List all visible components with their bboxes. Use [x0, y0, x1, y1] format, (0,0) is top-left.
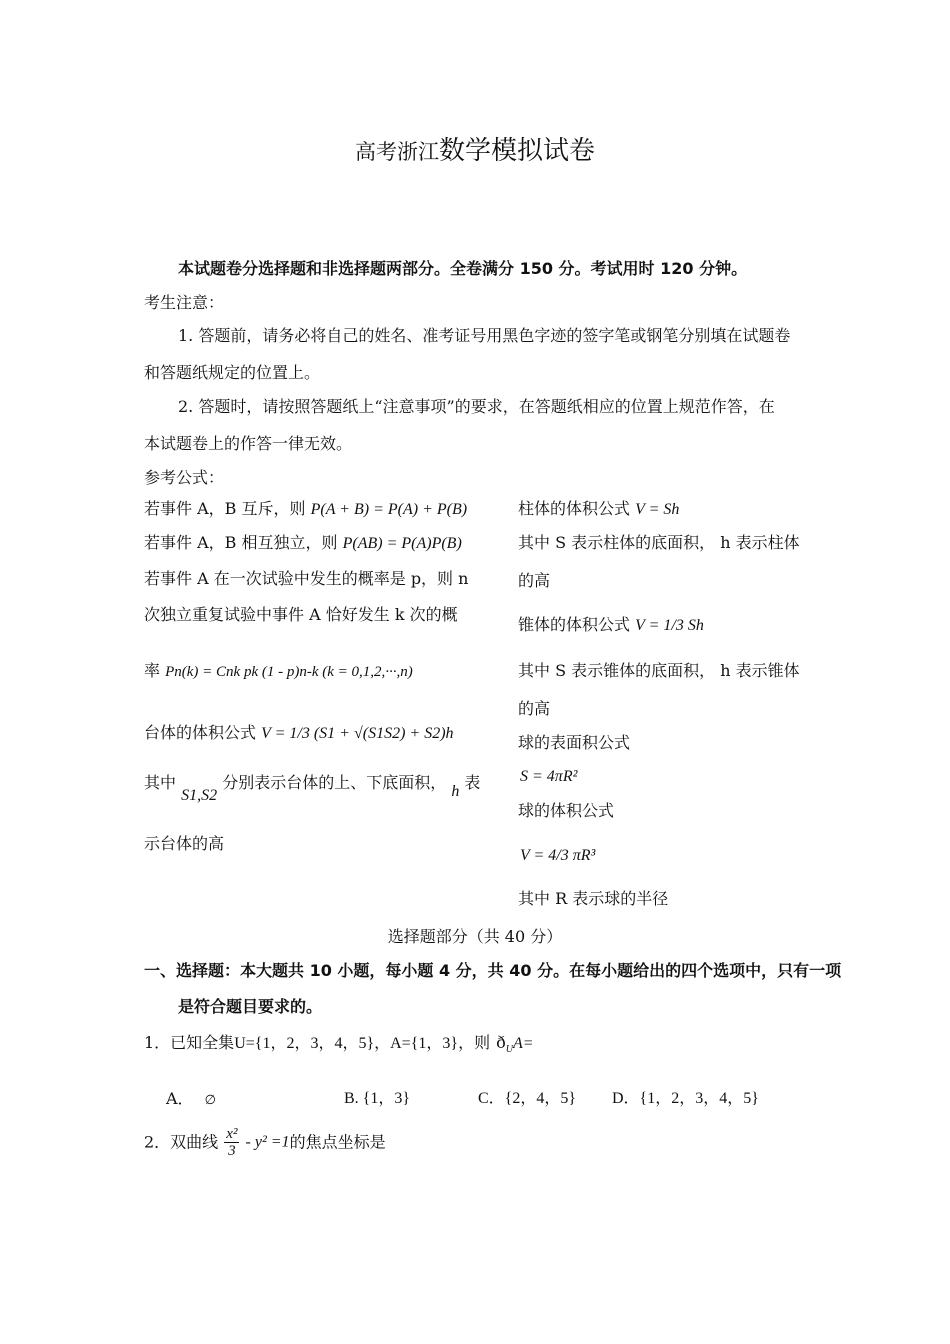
text: 其中 — [144, 773, 177, 792]
fraction-numerator: x² — [226, 1126, 238, 1142]
binomial-text-line-1: 若事件 A 在一次试验中发生的概率是 p，则 n — [144, 569, 469, 588]
formula-binomial — [144, 660, 413, 683]
fraction-denominator: 3 — [228, 1143, 236, 1159]
formula-label: 若事件 A，B 相互独立，则 — [144, 533, 338, 552]
formula-expression: V = Sh — [635, 501, 680, 518]
notice-1-line-2: 和答题纸规定的位置上。 — [144, 363, 321, 382]
exam-intro: 本试题卷分选择题和非选择题两部分。全卷满分 150 分。考试用时 120 分钟。 — [178, 259, 748, 278]
formula-expression: Pn(k) = Cnk pk (1 - p)n-k (k = 0,1,2,···,n) — [165, 664, 413, 680]
formula-prism-volume — [518, 498, 679, 521]
formula-expression: V = 1/3 (S1 + √(S1S2) + S2)h — [261, 725, 454, 742]
formula-label: 锥体的体积公式 — [518, 615, 631, 634]
pyramid-explanation-1: 其中 S 表示锥体的底面积， h 表示锥体 — [518, 661, 800, 680]
formula-expression: P(AB) = P(A)P(B) — [342, 535, 462, 552]
option-label: A． — [166, 1089, 194, 1108]
question-number: 2．双曲线 — [144, 1132, 219, 1152]
formula-label: 若事件 A，B 互斥，则 — [144, 499, 306, 518]
formula-expression: P(A + B) = P(A) + P(B) — [310, 501, 468, 518]
formula-frustum-volume — [144, 722, 454, 745]
question-text: U={1，2，3，4，5}，A={1，3}，则 — [234, 1035, 491, 1052]
question-text: 的焦点坐标是 — [289, 1132, 386, 1152]
frustum-explanation — [144, 772, 481, 804]
option-d: D．{1，2，3，4，5} — [612, 1090, 759, 1107]
notice-heading: 考生注意： — [144, 293, 225, 312]
empty-set-symbol: ∅ — [204, 1093, 216, 1108]
formula-label: 率 — [144, 661, 161, 680]
question-1-stem — [144, 1032, 534, 1055]
notice-2-line-1: 2. 答题时，请按照答题纸上“注意事项”的要求，在答题纸相应的位置上规范作答，在 — [178, 397, 775, 416]
complement-symbol: $ð_U$ — [496, 1033, 513, 1056]
text: 表 — [464, 773, 481, 792]
question-2-stem — [144, 1126, 386, 1159]
hyperbola-fraction — [224, 1126, 239, 1159]
binomial-text-line-2: 次独立重复试验中事件 A 恰好发生 k 次的概 — [144, 605, 458, 624]
notice-2-line-2: 本试题卷上的作答一律无效。 — [144, 434, 353, 453]
frustum-explanation-2: 示台体的高 — [144, 834, 225, 853]
section-title: 选择题部分（共 40 分） — [387, 927, 563, 946]
formula-expression: V = 1/3 Sh — [635, 617, 704, 634]
hyperbola-equation: - y² =1 — [245, 1133, 290, 1151]
option-b: B. {1，3} — [344, 1090, 411, 1107]
question-text-end: A= — [512, 1035, 534, 1052]
formula-label: 台体的体积公式 — [144, 723, 257, 742]
sphere-explanation: 其中 R 表示球的半径 — [518, 889, 669, 908]
prism-explanation-1: 其中 S 表示柱体的底面积， h 表示柱体 — [518, 533, 800, 552]
frustum-variables: S1,S2 — [181, 787, 218, 804]
option-a — [166, 1088, 216, 1112]
formulas-heading: 参考公式： — [144, 468, 225, 487]
formula-sphere-volume: V = 4/3 πR³ — [520, 847, 596, 864]
formula-label: 柱体的体积公式 — [518, 499, 631, 518]
prism-explanation-2: 的高 — [518, 571, 551, 590]
pyramid-explanation-2: 的高 — [518, 699, 551, 718]
title-main: 数学模拟试卷 — [438, 136, 595, 166]
formula-mutually-exclusive — [144, 498, 467, 521]
formula-sphere-area: S = 4πR² — [520, 768, 578, 785]
complement-subscript: U — [505, 1044, 513, 1056]
page-title — [0, 134, 950, 169]
sphere-area-heading: 球的表面积公式 — [518, 733, 631, 752]
formula-pyramid-volume — [518, 614, 704, 637]
text: 分别表示台体的上、下底面积， — [222, 773, 447, 792]
section-intro-line-2: 是符合题目要求的。 — [178, 997, 323, 1016]
title-prefix: 高考浙江 — [354, 140, 439, 164]
question-number: 1．已知全集 — [144, 1033, 235, 1052]
option-c: C．{2，4，5} — [478, 1090, 577, 1107]
height-variable: h — [451, 783, 460, 800]
formula-independent — [144, 532, 462, 555]
section-intro-line-1: 一、选择题：本大题共 10 小题，每小题 4 分，共 40 分。在每小题给出的四个选项中，只有一项 — [144, 961, 842, 980]
notice-1-line-1: 1. 答题前，请务必将自己的姓名、准考证号用黑色字迹的签字笔或钢笔分别填在试题卷 — [178, 326, 791, 345]
sphere-volume-heading: 球的体积公式 — [518, 801, 615, 820]
